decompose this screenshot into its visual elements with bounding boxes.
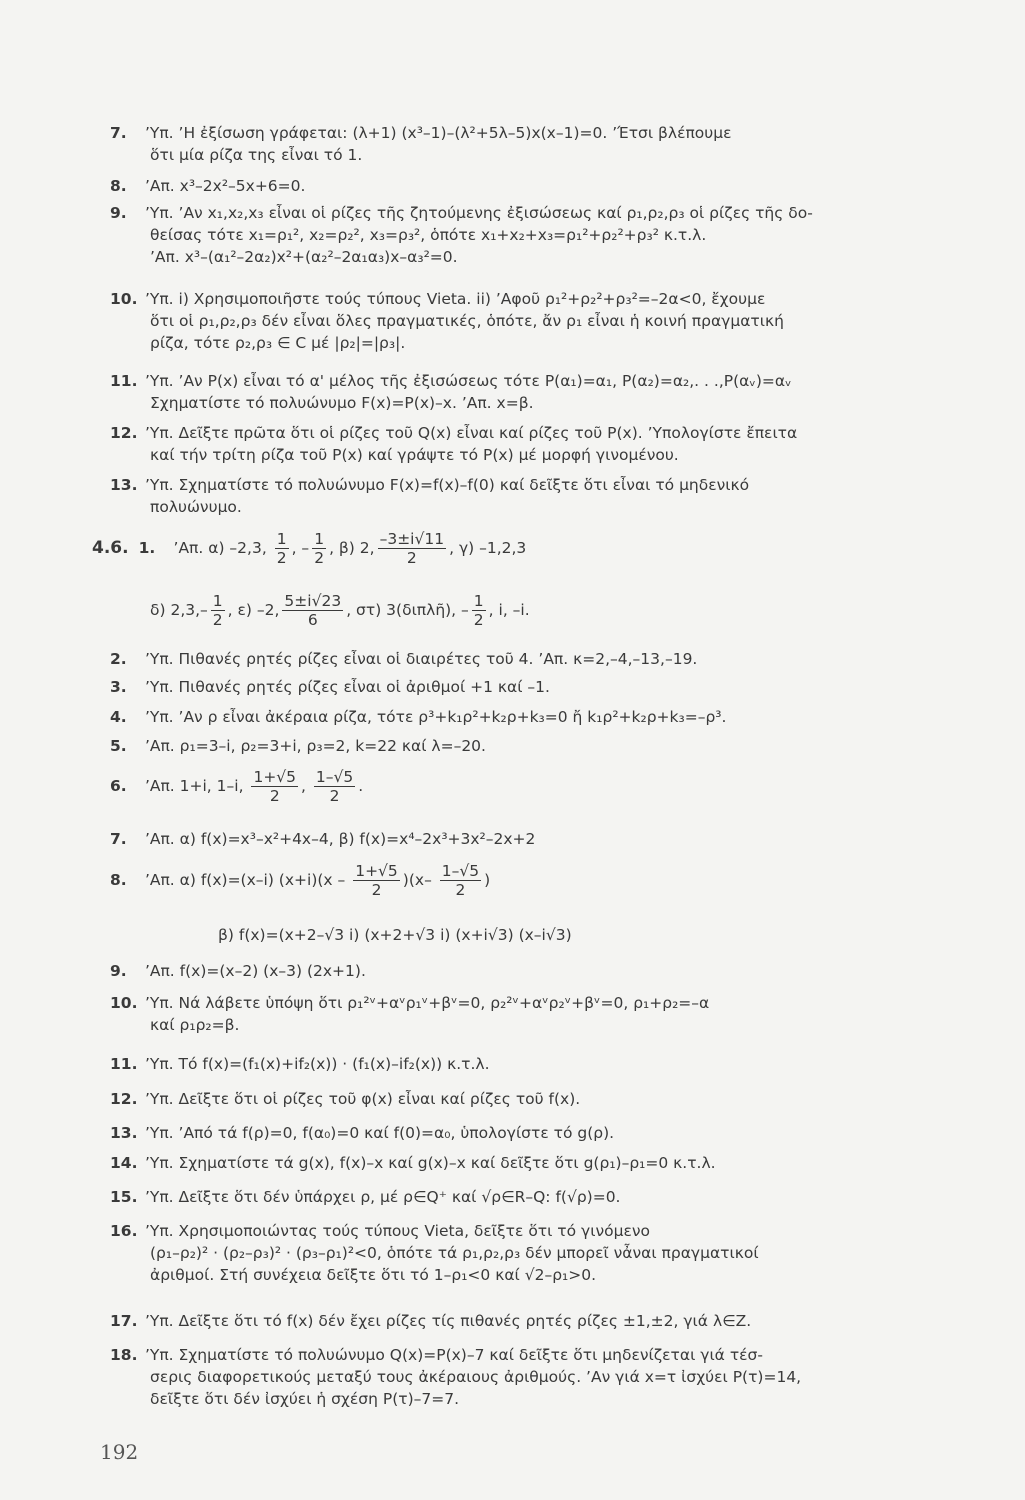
section-4-6-item-11: [110, 1053, 930, 1075]
section-4-6-item-10: [110, 992, 930, 1036]
item-text: ’Υπ. Χρησιμοποιώντας τούς τύπους Vieta, δεῖξτε ὅτι τό γινόμενο: [144, 1222, 650, 1240]
item-text: ’Υπ. Δεῖξτε ὅτι τό f(x) δέν ἔχει ρίζες τίς πιθανές ρητές ρίζες ±1,±2, γιά λ∈Z.: [144, 1312, 752, 1330]
item-text: ’Υπ. Σχηματίστε τό πολυώνυμο F(x)=f(x)–f(0) καί δεῖξτε ὅτι εἶναι τό μηδενικό: [144, 476, 750, 494]
item-text: ’Απ. α) f(x)=x³–x²+4x–4, β) f(x)=x⁴–2x³+3x²–2x+2: [144, 830, 536, 848]
fraction: $\frac{1-√5}{2}$: [315, 768, 354, 805]
page-number: 192: [100, 1440, 139, 1464]
item-number: 11.: [110, 372, 138, 390]
section-4-6-item-1-line2: [150, 592, 970, 629]
item-text: πολυώνυμο.: [150, 498, 242, 516]
fraction: $\frac{1}{2}$: [314, 530, 325, 567]
section-4-6-item-8-b: [218, 924, 1025, 946]
section-4-6-item-5: [110, 735, 930, 757]
item-number: 8.: [110, 871, 127, 889]
item-text: ’Υπ. Πιθανές ρητές ρίζες εἶναι οἱ ἀριθμοί +1 καί –1.: [144, 678, 550, 696]
section-4-6-item-18: [110, 1344, 930, 1410]
section-4-6-item-7: [110, 828, 930, 850]
section-number: 4.6.: [92, 538, 129, 558]
section-4-6-item-17: [110, 1310, 930, 1332]
item-number: 10.: [110, 994, 138, 1012]
section-4-6-item-12: [110, 1088, 930, 1110]
item-text: ’Υπ. Σχηματίστε τό πολυώνυμο Q(x)=P(x)–7 καί δεῖξτε ὅτι μηδενίζεται γιά τέσ-: [144, 1346, 763, 1364]
answer-text: , i, –i.: [488, 601, 530, 619]
section-4-6-item-1: [92, 530, 912, 567]
section-4-6-item-8: [110, 862, 930, 899]
section-4-6-item-15: [110, 1186, 930, 1208]
section-4-6-item-6: [110, 768, 930, 805]
answer-item-7: [110, 122, 930, 166]
answer-text: δ) 2,3,–: [150, 601, 208, 619]
section-4-6-item-4: [110, 706, 930, 728]
item-text: ’Απ. 1+i, 1–i,: [144, 777, 244, 795]
item-text: ’Υπ. ’Αν P(x) εἶναι τό α' μέλος τῆς ἐξισώσεως τότε P(α₁)=α₁, P(α₂)=α₂,. . .,P(αᵥ)=αᵥ: [144, 372, 792, 390]
item-number: 6.: [110, 777, 127, 795]
section-4-6-item-2: [110, 648, 930, 670]
item-number: 12.: [110, 424, 138, 442]
item-number: 9.: [110, 962, 127, 980]
answer-item-8: [110, 175, 930, 197]
item-number: 13.: [110, 476, 138, 494]
fraction: $\frac{1+√5}{2}$: [253, 768, 297, 805]
item-text: ’Υπ. ’Η ἐξίσωση γράφεται: (λ+1) (x³–1)–(λ²+5λ–5)x(x–1)=0. ’Έτσι βλέπουμε: [144, 124, 732, 142]
fraction: $\frac{1}{2}$: [276, 530, 287, 567]
item-text: ὅτι μία ρίζα της εἶναι τό 1.: [150, 146, 363, 164]
item-text: ὅτι οἱ ρ₁,ρ₂,ρ₃ δέν εἶναι ὅλες πραγματικές, ὁπότε, ἄν ρ₁ εἶναι ἡ κοινή πραγματική: [150, 312, 784, 330]
fraction: $\frac{1+√5}{2}$: [355, 862, 398, 899]
answer-item-10: [110, 288, 930, 354]
item-text: ’Υπ. Δεῖξτε ὅτι οἱ ρίζες τοῦ φ(x) εἶναι καί ρίζες τοῦ f(x).: [144, 1090, 581, 1108]
item-number: 7.: [110, 830, 127, 848]
item-text: θείσας τότε x₁=ρ₁², x₂=ρ₂², x₃=ρ₃², ὁπότε x₁+x₂+x₃=ρ₁²+ρ₂²+ρ₃² κ.τ.λ.: [150, 226, 707, 244]
item-number: 11.: [110, 1055, 138, 1073]
separator: .: [358, 777, 364, 795]
item-text: ἀριθμοί. Στή συνέχεια δεῖξτε ὅτι τό 1–ρ₁<0 καί √2–ρ₁>0.: [150, 1266, 597, 1284]
item-text: καί ρ₁ρ₂=β.: [150, 1016, 240, 1034]
item-number: 17.: [110, 1312, 138, 1330]
item-text: σερις διαφορετικούς μεταξύ τους ἀκέραιους ἀριθμούς. ’Αν γιά x=τ ἰσχύει P(τ)=14,: [150, 1368, 802, 1386]
section-4-6-item-9: [110, 960, 930, 982]
item-text: ’Υπ. Νά λάβετε ὑπόψη ὅτι ρ₁²ᵛ+αᵛρ₁ᵛ+βᵛ=0, ρ₂²ᵛ+αᵛρ₂ᵛ+βᵛ=0, ρ₁+ρ₂=–α: [144, 994, 710, 1012]
item-text: ’Απ. x³–2x²–5x+6=0.: [144, 177, 306, 195]
item-number: 10.: [110, 290, 138, 308]
item-text: ’Υπ. Πιθανές ρητές ρίζες εἶναι οἱ διαιρέτες τοῦ 4. ’Απ. κ=2,–4,–13,–19.: [144, 650, 698, 668]
item-text: ’Απ. x³–(α₁²–2α₂)x²+(α₂²–2α₁α₃)x–α₃²=0.: [150, 248, 458, 266]
item-text: ’Υπ. Δεῖξτε πρῶτα ὅτι οἱ ρίζες τοῦ Q(x) εἶναι καί ρίζες τοῦ P(x). ’Υπολογίστε ἔπειτα: [144, 424, 798, 442]
item-text: ’Υπ. Σχηματίστε τά g(x), f(x)–x καί g(x)–x καί δεῖξτε ὅτι g(ρ₁)–ρ₁=0 κ.τ.λ.: [144, 1154, 716, 1172]
item-text: (ρ₁–ρ₂)² · (ρ₂–ρ₃)² · (ρ₃–ρ₁)²<0, ὁπότε τά ρ₁,ρ₂,ρ₃ δέν μπορεῖ νἆναι πραγματικοί: [150, 1244, 759, 1262]
answer-text: , στ) 3(διπλῆ), –: [346, 601, 469, 619]
item-number: 8.: [110, 177, 127, 195]
section-4-6-item-13: [110, 1122, 930, 1144]
item-number: 7.: [110, 124, 127, 142]
separator: ): [484, 871, 491, 889]
item-text: β) f(x)=(x+2–√3 i) (x+2+√3 i) (x+i√3) (x–i√3): [218, 926, 572, 944]
fraction: $\frac{1}{2}$: [212, 592, 223, 629]
item-number: 9.: [110, 204, 127, 222]
item-number: 2.: [110, 650, 127, 668]
item-text: ’Υπ. ’Αν x₁,x₂,x₃ εἶναι οἱ ρίζες τῆς ζητούμενης ἐξισώσεως καί ρ₁,ρ₂,ρ₃ οἱ ρίζες τῆς δο-: [144, 204, 813, 222]
fraction: $\frac{1}{2}$: [473, 592, 484, 629]
fraction: $\frac{5\pm i√23}{6}$: [284, 592, 342, 629]
item-number: 5.: [110, 737, 127, 755]
item-number: 16.: [110, 1222, 138, 1240]
answer-item-13: [110, 474, 930, 518]
item-text: ’Απ. α) f(x)=(x–i) (x+i)(x –: [144, 871, 346, 889]
answer-item-9: [110, 202, 930, 268]
item-number: 12.: [110, 1090, 138, 1108]
answer-text: , γ) –1,2,3: [449, 539, 527, 557]
item-text: καί τήν τρίτη ρίζα τοῦ P(x) καί γράψτε τό P(x) μέ μορφή γινομένου.: [150, 446, 679, 464]
item-number: 4.: [110, 708, 127, 726]
item-text: ’Απ. ρ₁=3–i, ρ₂=3+i, ρ₃=2, k=22 καί λ=–20.: [144, 737, 486, 755]
item-text: ’Απ. f(x)=(x–2) (x–3) (2x+1).: [144, 962, 366, 980]
item-number: 15.: [110, 1188, 138, 1206]
fraction: $\frac{1-√5}{2}$: [441, 862, 480, 899]
item-text: Σχηματίστε τό πολυώνυμο F(x)=P(x)–x. ’Απ. x=β.: [150, 394, 534, 412]
fraction: $\frac{-3\pm i√11}{2}$: [379, 530, 445, 567]
item-text: δεῖξτε ὅτι δέν ἰσχύει ἡ σχέση P(τ)–7=7.: [150, 1390, 460, 1408]
answer-text: ’Απ. α) –2,3,: [173, 539, 267, 557]
item-number: 18.: [110, 1346, 138, 1364]
item-number: 3.: [110, 678, 127, 696]
answer-text: , β) 2,: [329, 539, 375, 557]
item-text: ’Υπ. Τό f(x)=(f₁(x)+if₂(x)) · (f₁(x)–if₂(x)) κ.τ.λ.: [144, 1055, 490, 1073]
item-text: ’Υπ. Δεῖξτε ὅτι δέν ὑπάρχει ρ, μέ ρ∈Q⁺ καί √ρ∈R–Q: f(√ρ)=0.: [144, 1188, 621, 1206]
item-number: 13.: [110, 1124, 138, 1142]
separator: )(x–: [402, 871, 432, 889]
answer-item-11: [110, 370, 930, 414]
answer-text: , ε) –2,: [227, 601, 280, 619]
answer-item-12: [110, 422, 930, 466]
item-text: ’Υπ. ’Από τά f(ρ)=0, f(α₀)=0 καί f(0)=α₀, ὑπολογίστε τό g(ρ).: [144, 1124, 615, 1142]
separator: , –: [291, 539, 310, 557]
item-text: ’Υπ. ’Αν ρ εἶναι ἀκέραια ρίζα, τότε ρ³+k₁ρ²+k₂ρ+k₃=0 ἤ k₁ρ²+k₂ρ+k₃=–ρ³.: [144, 708, 727, 726]
separator: ,: [301, 777, 306, 795]
item-number: 1.: [138, 539, 156, 557]
section-4-6-item-14: [110, 1152, 930, 1174]
section-4-6-item-3: [110, 676, 930, 698]
section-4-6-item-16: [110, 1220, 930, 1286]
item-text: ’Υπ. i) Χρησιμοποιῆστε τούς τύπους Vieta. ii) ’Αφοῦ ρ₁²+ρ₂²+ρ₃²=–2α<0, ἔχουμε: [144, 290, 766, 308]
item-text: ρίζα, τότε ρ₂,ρ₃ ∈ C μέ |ρ₂|=|ρ₃|.: [150, 334, 406, 352]
item-number: 14.: [110, 1154, 138, 1172]
